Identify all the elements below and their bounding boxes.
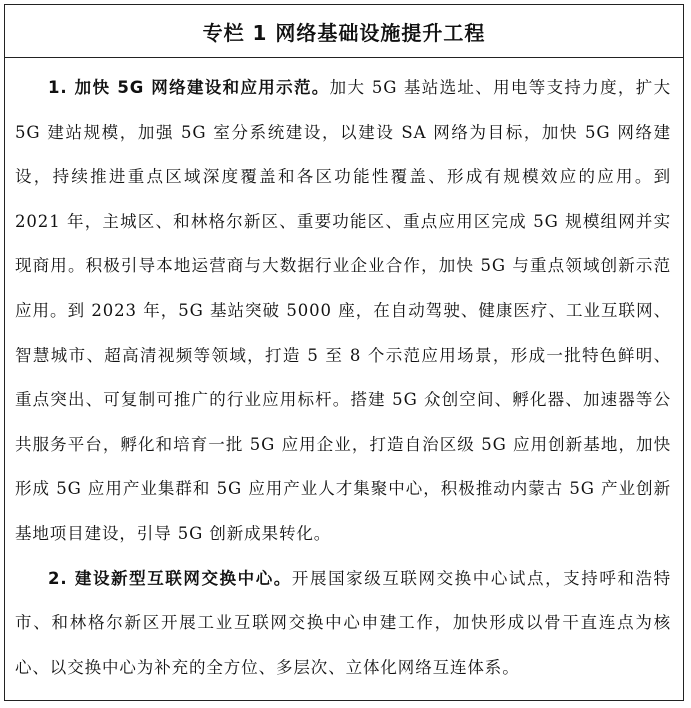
section-heading-1: 1. 加快 5G 网络建设和应用示范。 [48,78,330,97]
column-title: 专栏 1 网络基础设施提升工程 [5,5,683,58]
section-body-1: 加大 5G 基站选址、用电等支持力度，扩大 5G 建站规模，加强 5G 室分系统建设，以建设 SA 网络为目标，加快 5G 网络建设，持续推进重点区域深度覆盖和各区功能性覆盖、形成有规模效应的应用。到 2021 年，主城区、和林格尔新区、重要功能区、重点应用区完成 5G 规模组网并实现商用。积极引导本地运营商与大数据行业企业合作，加快 5G 与重点领域创新示范应用。到 2023 年，5G 基站突破 5000 座，在自动驾驶、健康医疗、工业互联网、智慧城市、超高清视频等领域，打造 5 至 8 个示范应用场景，形成一批特色鲜明、重点突出、可复制可推广的行业应用标杆。搭建 5G 众创空间、孵化器、加速器等公共服务平台，孵化和培育一批 5G 应用企业，打造自治区级 5G 应用创新基地，加快形成 5G 应用产业集群和 5G 应用产业人才集聚中心，积极推动内蒙古 5G 产业创新基地项目建设，引导 5G 创新成果转化。 [15,78,672,543]
column-content [5,58,683,690]
column-box [4,4,684,701]
section-body-2: 开展国家级互联网交换中心试点，支持呼和浩特市、和林格尔新区开展工业互联网交换中心申建工作，加快形成以骨干直连点为核心、以交换中心为补充的全方位、多层次、立体化网络互连体系。 [15,568,671,677]
section-heading-2: 2. 建设新型互联网交换中心。 [48,568,292,588]
section-paragraph-2 [15,557,671,691]
section-paragraph-1 [15,66,671,557]
